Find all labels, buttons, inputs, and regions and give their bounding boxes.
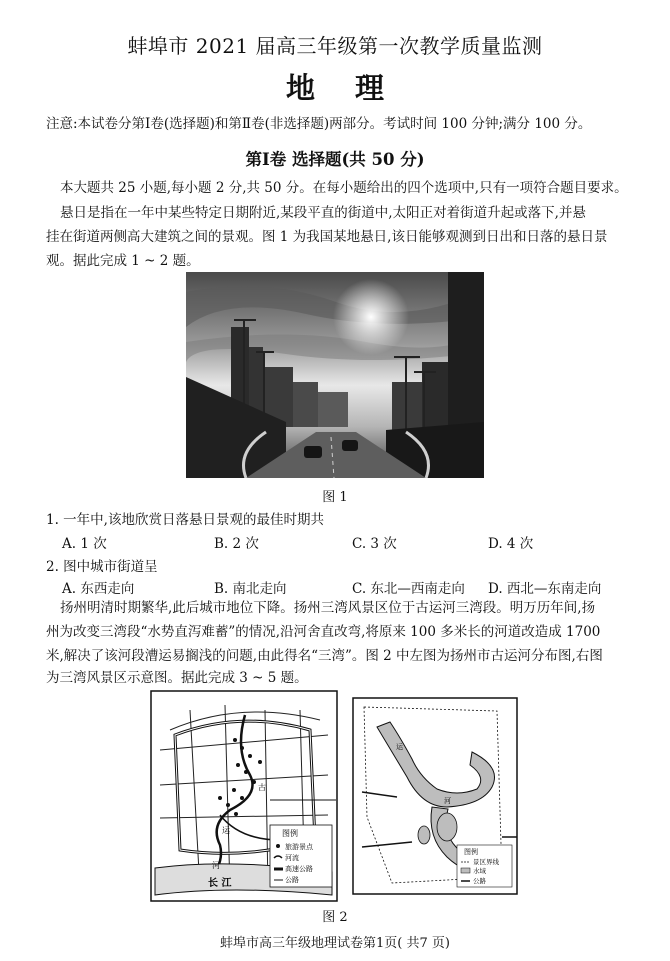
figure-2-left-map <box>150 690 338 902</box>
question-1-option-a: A. 1 次 <box>62 536 107 552</box>
right-legend-title: 图例 <box>464 848 478 856</box>
figure-1-caption: 图 1 <box>322 490 348 505</box>
left-legend-title: 图例 <box>282 829 298 838</box>
left-label-canal-1: 古 <box>258 783 266 792</box>
left-legend-scenic: 旅游景点 <box>285 843 313 851</box>
left-legend-river: 河流 <box>285 854 299 862</box>
question-1-option-c: C. 3 次 <box>352 536 397 552</box>
question-2-option-d: D. 西北—东南走向 <box>488 581 602 597</box>
right-label-canal-2: 河 <box>444 797 451 805</box>
passage1-line-2: 挂在街道两侧高大建筑之间的景观。图 1 为我国某地悬日,该日能够观测到日出和日落的悬日景 <box>46 229 608 245</box>
left-legend-expressway: 高速公路 <box>285 865 313 873</box>
exam-title: 蚌埠市 2021 届高三年级第一次教学质量监测 <box>127 34 543 58</box>
right-legend-boundary: 景区界线 <box>473 858 499 866</box>
yangzhou-canal-map <box>150 690 338 902</box>
question-2-option-c: C. 东北—西南走向 <box>352 581 465 597</box>
passage2-line-4: 为三湾风景区示意图。据此完成 3 ~ 5 题。 <box>46 670 308 686</box>
passage2-line-3: 米,解决了该河段漕运易搁浅的问题,由此得名“三湾”。图 2 中左图为扬州市古运河分布图,右图 <box>46 648 603 664</box>
left-label-canal-2: 运 <box>222 826 230 835</box>
question-2-option-b: B. 南北走向 <box>214 581 287 597</box>
section-title: 第Ⅰ卷 选择题(共 50 分) <box>245 150 425 169</box>
sanwan-scenic-map <box>352 697 518 895</box>
question-1-stem: 1. 一年中,该地欣赏日落悬日景观的最佳时期共 <box>46 512 324 528</box>
left-legend-road: 公路 <box>285 876 299 884</box>
exam-notice: 注意:本试卷分第Ⅰ卷(选择题)和第Ⅱ卷(非选择题)两部分。考试时间 100 分钟;满分 100 分。 <box>46 116 592 132</box>
right-label-canal-1: 运 <box>396 743 403 751</box>
right-legend-road: 公路 <box>473 877 486 885</box>
question-1-option-d: D. 4 次 <box>488 536 534 552</box>
question-2-option-a: A. 东西走向 <box>62 581 135 597</box>
figure-2-caption: 图 2 <box>322 910 348 925</box>
question-2-stem: 2. 图中城市街道呈 <box>46 559 158 575</box>
figure-2-right-map <box>352 697 518 895</box>
passage2-line-2: 州为改变三湾段“水势直泻难蓄”的情况,沿河舍直改弯,将原来 100 多米长的河道改造成 1700 <box>46 624 601 640</box>
question-1-option-b: B. 2 次 <box>214 536 259 552</box>
passage1-line-1: 悬日是指在一年中某些特定日期附近,某段平直的街道中,太阳正对着街道升起或落下,并悬 <box>60 205 586 221</box>
passage2-line-1: 扬州明清时期繁华,此后城市地位下降。扬州三湾风景区位于古运河三湾段。明万历年间,扬 <box>60 600 596 616</box>
sunset-street-photo <box>186 272 484 478</box>
subject-title: 地理 <box>285 71 424 105</box>
passage1-line-3: 观。据此完成 1 ~ 2 题。 <box>46 253 200 269</box>
left-label-yangtze: 长 江 <box>208 878 232 889</box>
section-intro: 本大题共 25 小题,每小题 2 分,共 50 分。在每小题给出的四个选项中,只有一项符合题目要求。 <box>60 180 628 196</box>
page-footer: 蚌埠市高三年级地理试卷第1页( 共7 页) <box>220 936 450 951</box>
left-label-canal-3: 河 <box>212 861 220 870</box>
right-legend-water: 水域 <box>473 867 486 875</box>
figure-1-photo <box>186 272 484 478</box>
